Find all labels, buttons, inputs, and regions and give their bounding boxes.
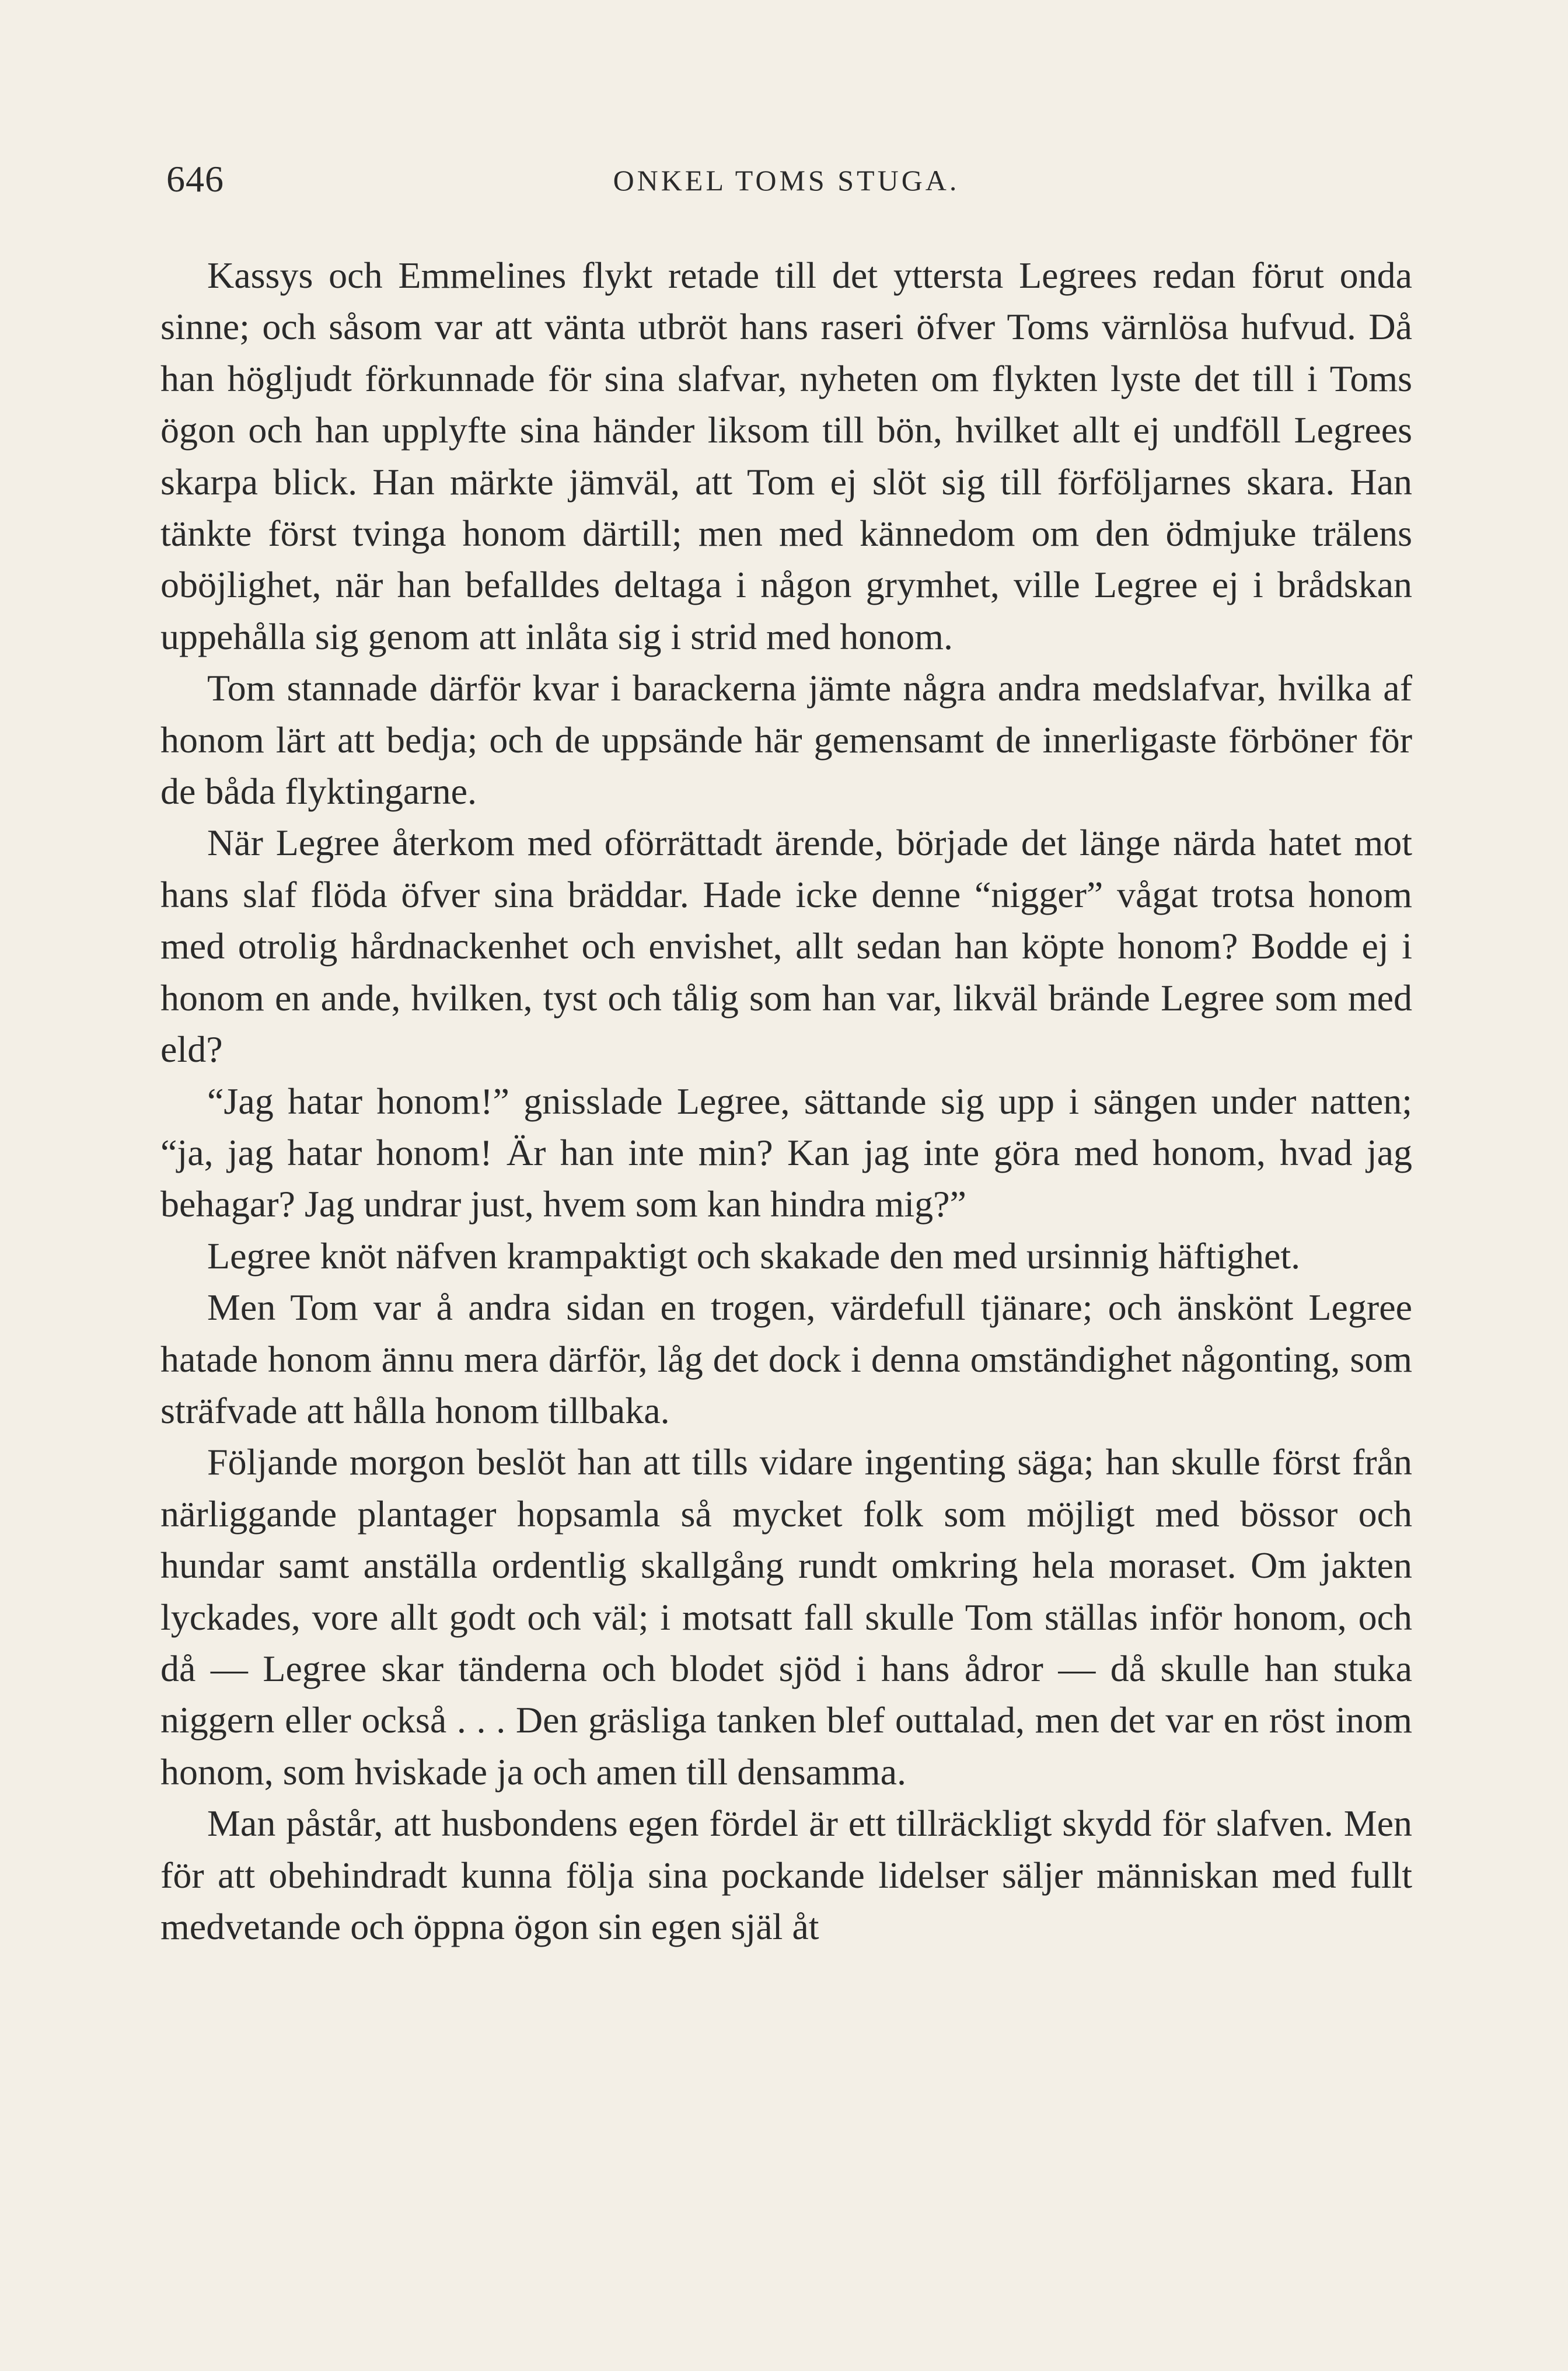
page-header	[160, 158, 1412, 210]
paragraph-2: Tom stannade därför kvar i barackerna jämte några andra medslafvar, hvilka af honom lärt att bedja; och de uppsände här gemensamt de innerligaste förböner för de båda flyktingarne.	[160, 667, 1412, 813]
book-page	[160, 158, 1412, 1952]
paragraph-3: När Legree återkom med oförrättadt ärende, började det länge närda hatet mot hans slaf flöda öfver sina bräddar. Hade icke denne “nigger” vågat trotsa honom med otrolig hårdnackenhet och envishet, allt sedan han köpte honom? Bodde ej i honom en ande, hvilken, tyst och tålig som han var, likväl brände Legree som med eld?	[160, 822, 1412, 1071]
running-title: ONKEL TOMS STUGA.	[613, 164, 960, 197]
paragraph-8: Man påstår, att husbondens egen fördel är ett tillräckligt skydd för slafven. Men för att obehindradt kunna följa sina pockande lidelser säljer människan med fullt medvetande och öppna ögon sin egen själ åt	[160, 1802, 1412, 1947]
paragraph-6: Men Tom var å andra sidan en trogen, värdefull tjänare; och änskönt Legree hatade honom ännu mera därför, låg det dock i denna omständighet någonting, som sträfvade att hålla honom tillbaka.	[160, 1286, 1412, 1431]
paragraph-1: Kassys och Emmelines flykt retade till det yttersta Legrees redan förut onda sinne; och såsom var att vänta utbröt hans raseri öfver Toms värnlösa hufvud. Då han högljudt förkunnade för sina slafvar, nyheten om flykten lyste det till i Toms ögon och han upplyfte sina händer liksom till bön, hvilket allt ej undföll Legrees skarpa blick. Han märkte jämväl, att Tom ej slöt sig till förföljarnes skara. Han tänkte först tvinga honom därtill; men med kännedom om den ödmjuke trälens oböjlighet, när han befalldes deltaga i någon grymhet, ville Legree ej i brådskan uppehålla sig genom att inlåta sig i strid med honom.	[160, 254, 1412, 657]
paragraph-7: Följande morgon beslöt han att tills vidare ingenting säga; han skulle först från närliggande plantager hopsamla så mycket folk som möjligt med bössor och hundar samt anställa ordentlig skallgång rundt omkring hela moraset. Om jakten lyckades, vore allt godt och väl; i motsatt fall skulle Tom ställas inför honom, och då — Legree skar tänderna och blodet sjöd i hans ådror — då skulle han stuka niggern eller också . . . Den gräsliga tanken blef outtalad, men det var en röst inom honom, som hviskade ja och amen till densamma.	[160, 1441, 1412, 1793]
body-text	[160, 250, 1412, 1952]
page-number: 646	[166, 158, 224, 200]
paragraph-5: Legree knöt näfven krampaktigt och skakade den med ursinnig häftighet.	[207, 1235, 1301, 1277]
paragraph-4: “Jag hatar honom!” gnisslade Legree, sättande sig upp i sängen under natten; “ja, jag hatar honom! Är han inte min? Kan jag inte göra med honom, hvad jag behagar? Jag undrar just, hvem som kan hindra mig?”	[160, 1080, 1412, 1225]
